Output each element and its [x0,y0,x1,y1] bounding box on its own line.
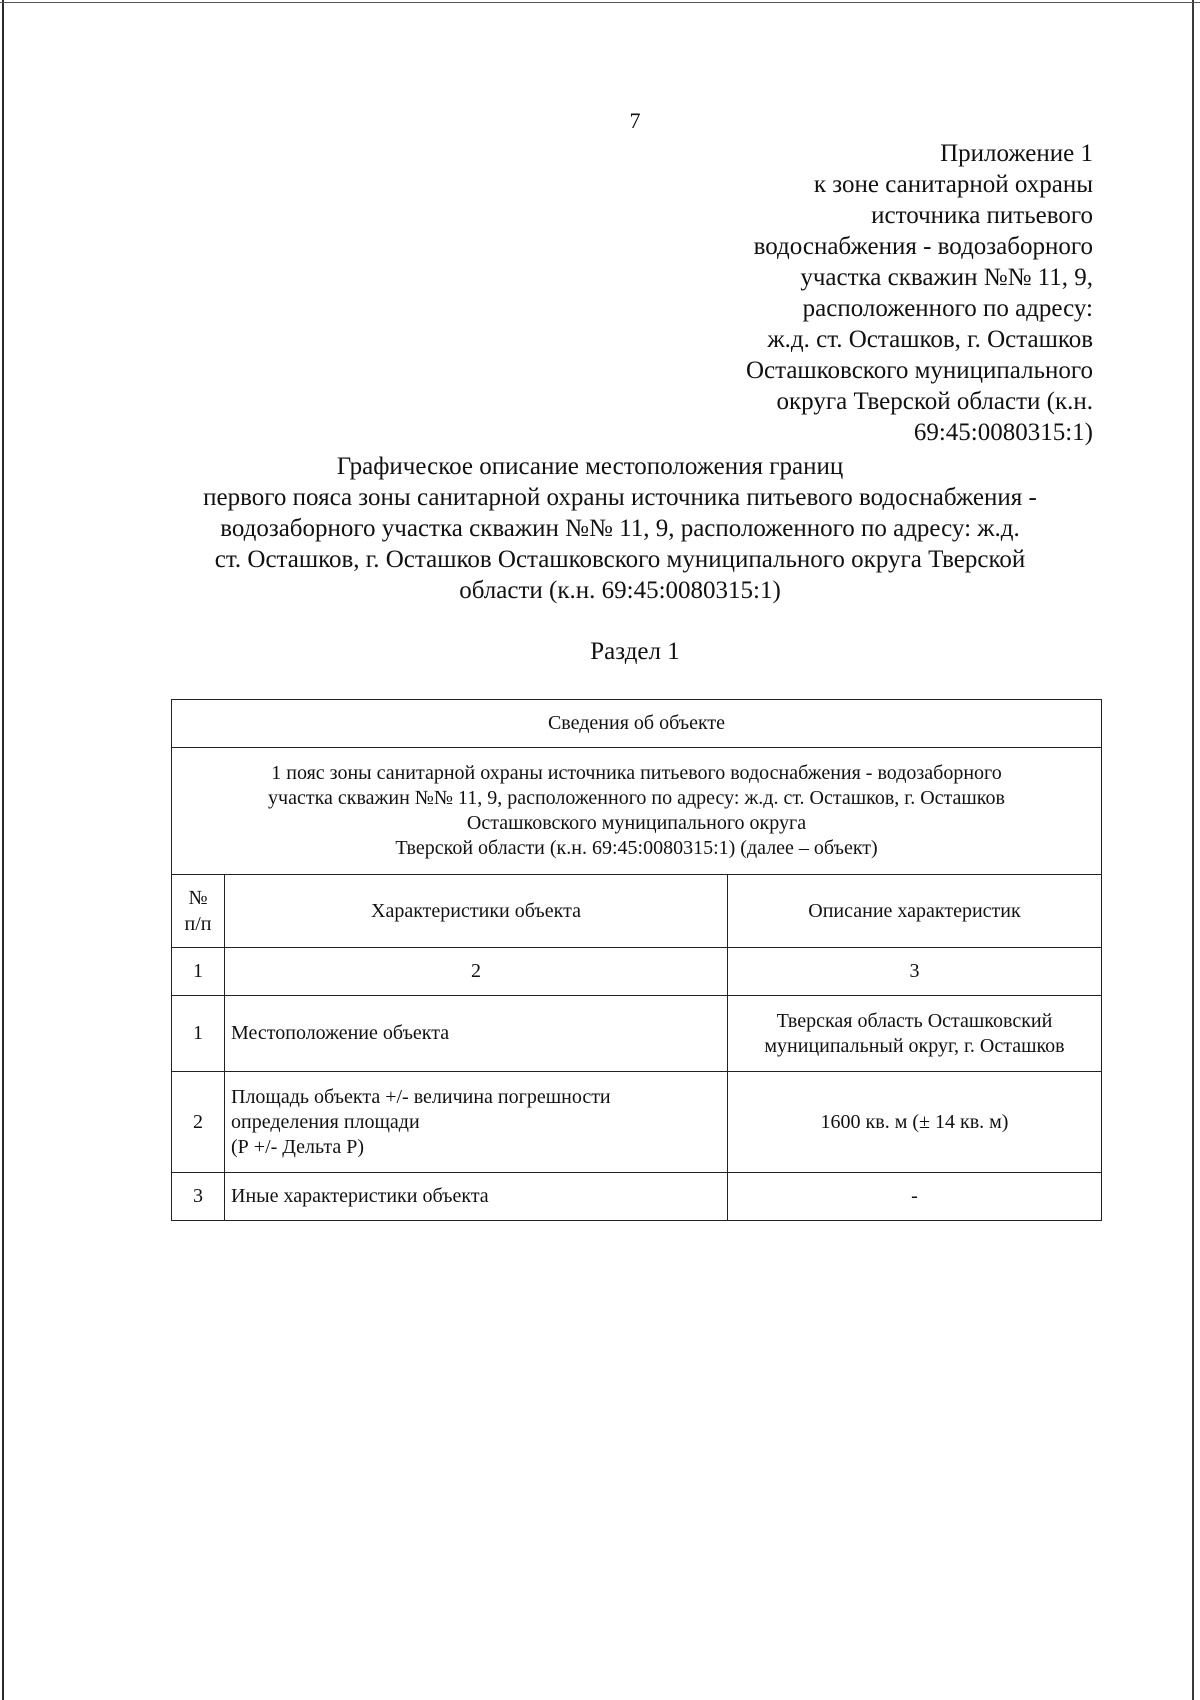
characteristic-line: определения площади [231,1110,420,1133]
object-description-row [172,748,1102,875]
appendix-line: ж.д. ст. Осташков, г. Осташков [767,326,1093,353]
table-row [172,1173,1102,1221]
column-header-characteristics: Характеристики объекта [225,875,728,948]
object-info-table [171,699,1102,1221]
column-number: 1 [172,948,225,996]
characteristic-line: Иные характеристики объекта [231,1185,489,1207]
table-header-row [172,700,1102,748]
appendix-line: расположенного по адресу: [802,295,1093,322]
characteristic-line: Местоположение объекта [231,1022,450,1044]
appendix-line: к зоне санитарной охраны [813,171,1093,198]
num-abbrev: п/п [184,913,212,935]
description-line: - [911,1185,918,1207]
description-line: 1600 кв. м (± 14 кв. м) [820,1110,1009,1133]
appendix-line: Осташковского муниципального [745,357,1093,384]
title-line: первого пояса зоны санитарной охраны источника питьевого водоснабжения - [203,484,1037,511]
scan-edge-left [2,0,4,1700]
appendix-header [573,138,1093,448]
column-header-num [172,875,225,948]
title-line: ст. Осташков, г. Осташков Осташковского муниципального округа Тверской [214,546,1026,573]
num-sign: № [188,887,208,909]
page-number: 7 [629,108,641,133]
row-number: 2 [172,1072,225,1173]
characteristic-line: Площадь объекта +/- величина погрешности [231,1085,611,1108]
document-title [140,451,1100,606]
appendix-line: округа Тверской области (к.н. [776,388,1093,415]
description-line: Тверская область Осташковский [776,1009,1053,1032]
title-line: Графическое описание местоположения границ [336,453,844,480]
description-line: муниципальный округ, г. Осташков [764,1034,1065,1057]
appendix-line: участка скважин №№ 11, 9, [800,264,1093,291]
column-header-description: Описание характеристик [728,875,1102,948]
column-header-row [172,875,1102,948]
object-line: 1 пояс зоны санитарной охраны источника питьевого водоснабжения - водозаборного [271,762,1002,784]
row-description [728,996,1102,1072]
scan-edge-right [1192,0,1194,1700]
table-header-cell: Сведения об объекте [172,700,1102,748]
object-line: участка скважин №№ 11, 9, расположенного по адресу: ж.д. ст. Осташков, г. Осташков [268,787,1005,809]
column-number: 3 [728,948,1102,996]
scan-edge-top [0,2,1200,3]
appendix-line: 69:45:0080315:1) [913,419,1093,446]
column-number: 2 [225,948,728,996]
title-line: водозаборного участка скважин №№ 11, 9, расположенного по адресу: ж.д. [220,515,1020,542]
column-number-row [172,948,1102,996]
object-line: Тверской области (к.н. 69:45:0080315:1) (далее – объект) [395,837,878,859]
row-characteristic [225,1173,728,1221]
row-description [728,1072,1102,1173]
appendix-line: водоснабжения - водозаборного [753,233,1093,260]
row-number: 3 [172,1173,225,1221]
title-line: области (к.н. 69:45:0080315:1) [459,577,781,604]
table-row [172,1072,1102,1173]
row-characteristic [225,996,728,1072]
appendix-line: Приложение 1 [940,140,1093,167]
row-number: 1 [172,996,225,1072]
row-characteristic [225,1072,728,1173]
row-description [728,1173,1102,1221]
section-title: Раздел 1 [590,638,680,665]
characteristic-line: (Р +/- Дельта Р) [231,1135,365,1158]
appendix-line: источника питьевого [871,202,1093,229]
object-line: Осташковского муниципального округа [466,812,807,834]
table-row [172,996,1102,1072]
object-description-cell [172,748,1102,875]
